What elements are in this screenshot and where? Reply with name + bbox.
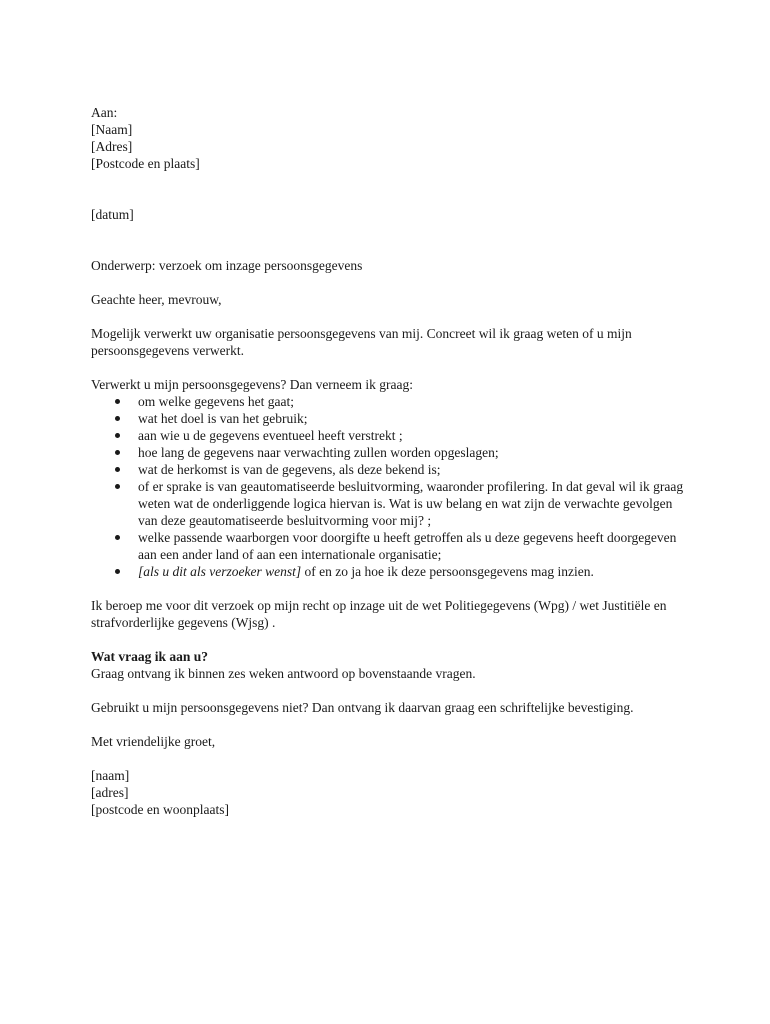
recipient-postal: [Postcode en plaats] [91, 156, 200, 171]
bullet-icon [115, 484, 120, 489]
list-item: hoe lang de gegevens naar verwachting zullen worden opgeslagen; [91, 444, 691, 461]
bullet-icon [115, 416, 120, 421]
bullet-icon [115, 399, 120, 404]
sender-postal: [postcode en woonplaats] [91, 802, 229, 817]
list-item: om welke gegevens het gaat; [91, 393, 691, 410]
bullet-icon [115, 450, 120, 455]
list-intro: Verwerkt u mijn persoonsgegevens? Dan verneem ik graag: [91, 377, 414, 392]
recipient-to-label: Aan: [91, 105, 118, 120]
recipient-name: [Naam] [91, 122, 133, 137]
recipient-address: [Adres] [91, 139, 133, 154]
legal-basis-paragraph: Ik beroep me voor dit verzoek op mijn recht op inzage uit de wet Politiegegevens (Wpg) / wet Justitiële en strafvorderlijke gegevens (Wjsg) . [91, 598, 667, 630]
letter [91, 104, 691, 818]
list-item: aan wie u de gegevens eventueel heeft verstrekt ; [91, 427, 691, 444]
sender-name: [naam] [91, 768, 130, 783]
optional-note: [als u dit als verzoeker wenst] [138, 564, 302, 579]
letter-subject: Onderwerp: verzoek om inzage persoonsgegevens [91, 258, 363, 273]
bullet-icon [115, 467, 120, 472]
list-item: wat de herkomst is van de gegevens, als deze bekend is; [91, 461, 691, 478]
letter-date: [datum] [91, 207, 134, 222]
bullet-icon [115, 535, 120, 540]
list-item: of er sprake is van geautomatiseerde besluitvorming, waaronder profilering. In dat geval wil ik graag weten wat de onderliggende logica hiervan is. Wat is uw belang en wat zijn de verwachte gevolgen van deze geautomatiseerde besluitvorming voor mij? ; [91, 478, 691, 529]
bullet-icon [115, 569, 120, 574]
question-text: Graag ontvang ik binnen zes weken antwoord op bovenstaande vragen. [91, 666, 476, 681]
request-list [91, 393, 691, 580]
sender-address: [adres] [91, 785, 129, 800]
intro-paragraph: Mogelijk verwerkt uw organisatie persoonsgegevens van mij. Concreet wil ik graag weten of u mijn persoonsgegevens verwerkt. [91, 326, 632, 358]
letter-closing: Met vriendelijke groet, [91, 734, 216, 749]
list-item: welke passende waarborgen voor doorgifte u heeft getroffen als u deze gegevens heeft doorgegeven aan een ander land of aan een internationale organisatie; [91, 529, 691, 563]
letter-salutation: Geachte heer, mevrouw, [91, 292, 222, 307]
recipient-block [91, 104, 691, 172]
list-item: [als u dit als verzoeker wenst] of en zo ja hoe ik deze persoonsgegevens mag inzien. [91, 563, 691, 580]
question-heading: Wat vraag ik aan u? [91, 649, 209, 664]
list-item: wat het doel is van het gebruik; [91, 410, 691, 427]
not-processed-paragraph: Gebruikt u mijn persoonsgegevens niet? Dan ontvang ik daarvan graag een schriftelijke bevestiging. [91, 700, 634, 715]
bullet-icon [115, 433, 120, 438]
sender-block [91, 767, 691, 818]
